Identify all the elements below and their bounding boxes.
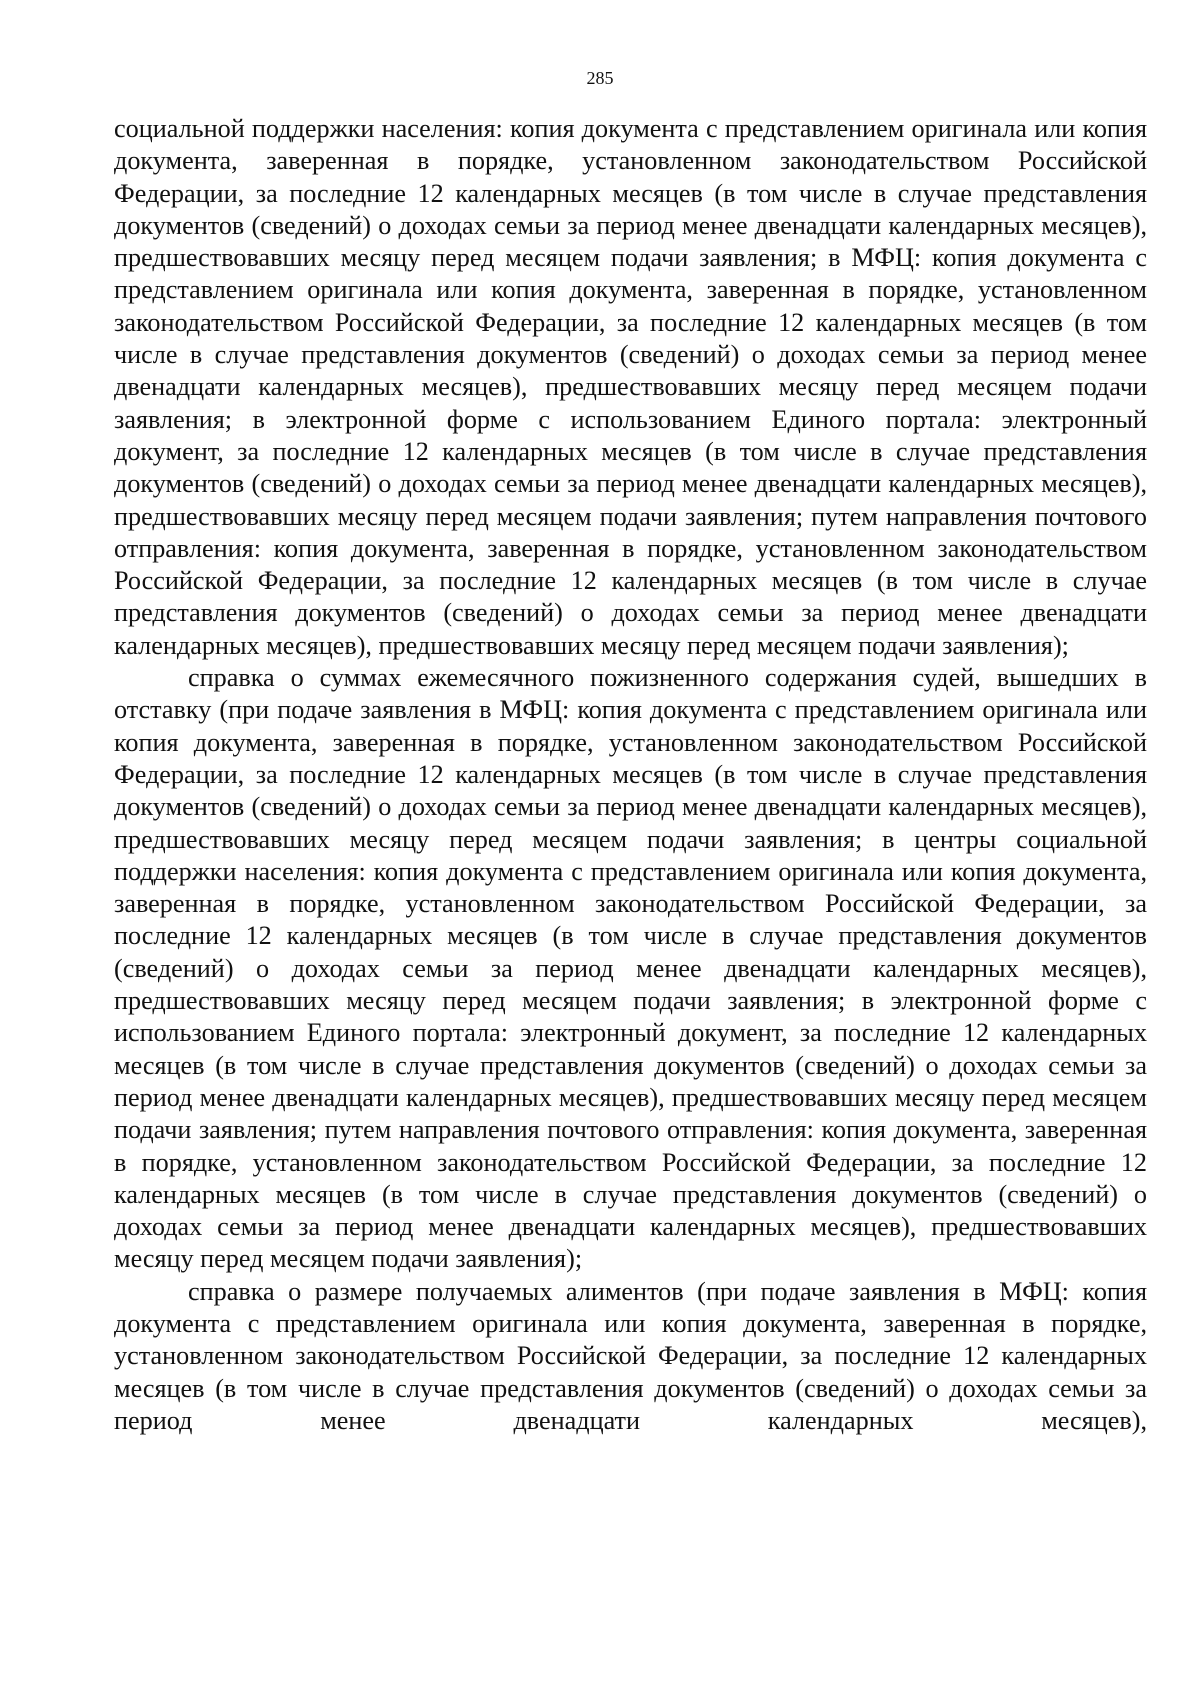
document-body: [114, 113, 1147, 1437]
page-number: 285: [586, 68, 614, 88]
paragraph-judges-allowance: справка о суммах ежемесячного пожизненного содержания судей, вышедших в отставку (при подаче заявления в МФЦ: копия документа с представлением оригинала или копия документа, заверенная в порядке, установленном законодательством Российской Федерации, за последние 12 календарных месяцев (в том числе в случае представления документов (сведений) о доходах семьи за период менее двенадцати календарных месяцев), предшествовавших месяцу перед месяцем подачи заявления; в центры социальной поддержки населения: копия документа с представлением оригинала или копия документа, заверенная в порядке, установленном законодательством Российской Федерации, за последние 12 календарных месяцев (в том числе в случае представления документов (сведений) о доходах семьи за период менее двенадцати календарных месяцев), предшествовавших месяцу перед месяцем подачи заявления; в электронной форме с использованием Единого портала: электронный документ, за последние 12 календарных месяцев (в том числе в случае представления документов (сведений) о доходах семьи за период менее двенадцати календарных месяцев), предшествовавших месяцу перед месяцем подачи заявления; путем направления почтового отправления: копия документа, заверенная в порядке, установленном законодательством Российской Федерации, за последние 12 календарных месяцев (в том числе в случае представления документов (сведений) о доходах семьи за период менее двенадцати календарных месяцев), предшествовавших месяцу перед месяцем подачи заявления);: [114, 663, 1147, 1274]
paragraph-continuation: социальной поддержки населения: копия документа с представлением оригинала или копия документа, заверенная в порядке, установленном законодательством Российской Федерации, за последние 12 календарных месяцев (в том числе в случае представления документов (сведений) о доходах семьи за период менее двенадцати календарных месяцев), предшествовавших месяцу перед месяцем подачи заявления; в МФЦ: копия документа с представлением оригинала или копия документа, заверенная в порядке, установленном законодательством Российской Федерации, за последние 12 календарных месяцев (в том числе в случае представления документов (сведений) о доходах семьи за период менее двенадцати календарных месяцев), предшествовавших месяцу перед месяцем подачи заявления; в электронной форме с использованием Единого портала: электронный документ, за последние 12 календарных месяцев (в том числе в случае представления документов (сведений) о доходах семьи за период менее двенадцати календарных месяцев), предшествовавших месяцу перед месяцем подачи заявления; путем направления почтового отправления: копия документа, заверенная в порядке, установленном законодательством Российской Федерации, за последние 12 календарных месяцев (в том числе в случае представления документов (сведений) о доходах семьи за период менее двенадцати календарных месяцев), предшествовавших месяцу перед месяцем подачи заявления);: [114, 114, 1147, 660]
paragraph-alimony: справка о размере получаемых алиментов (при подаче заявления в МФЦ: копия документа с представлением оригинала или копия документа, заверенная в порядке, установленном законодательством Российской Федерации, за последние 12 календарных месяцев (в том числе в случае представления документов (сведений) о доходах семьи за период менее двенадцати календарных месяцев),: [114, 1276, 1147, 1435]
